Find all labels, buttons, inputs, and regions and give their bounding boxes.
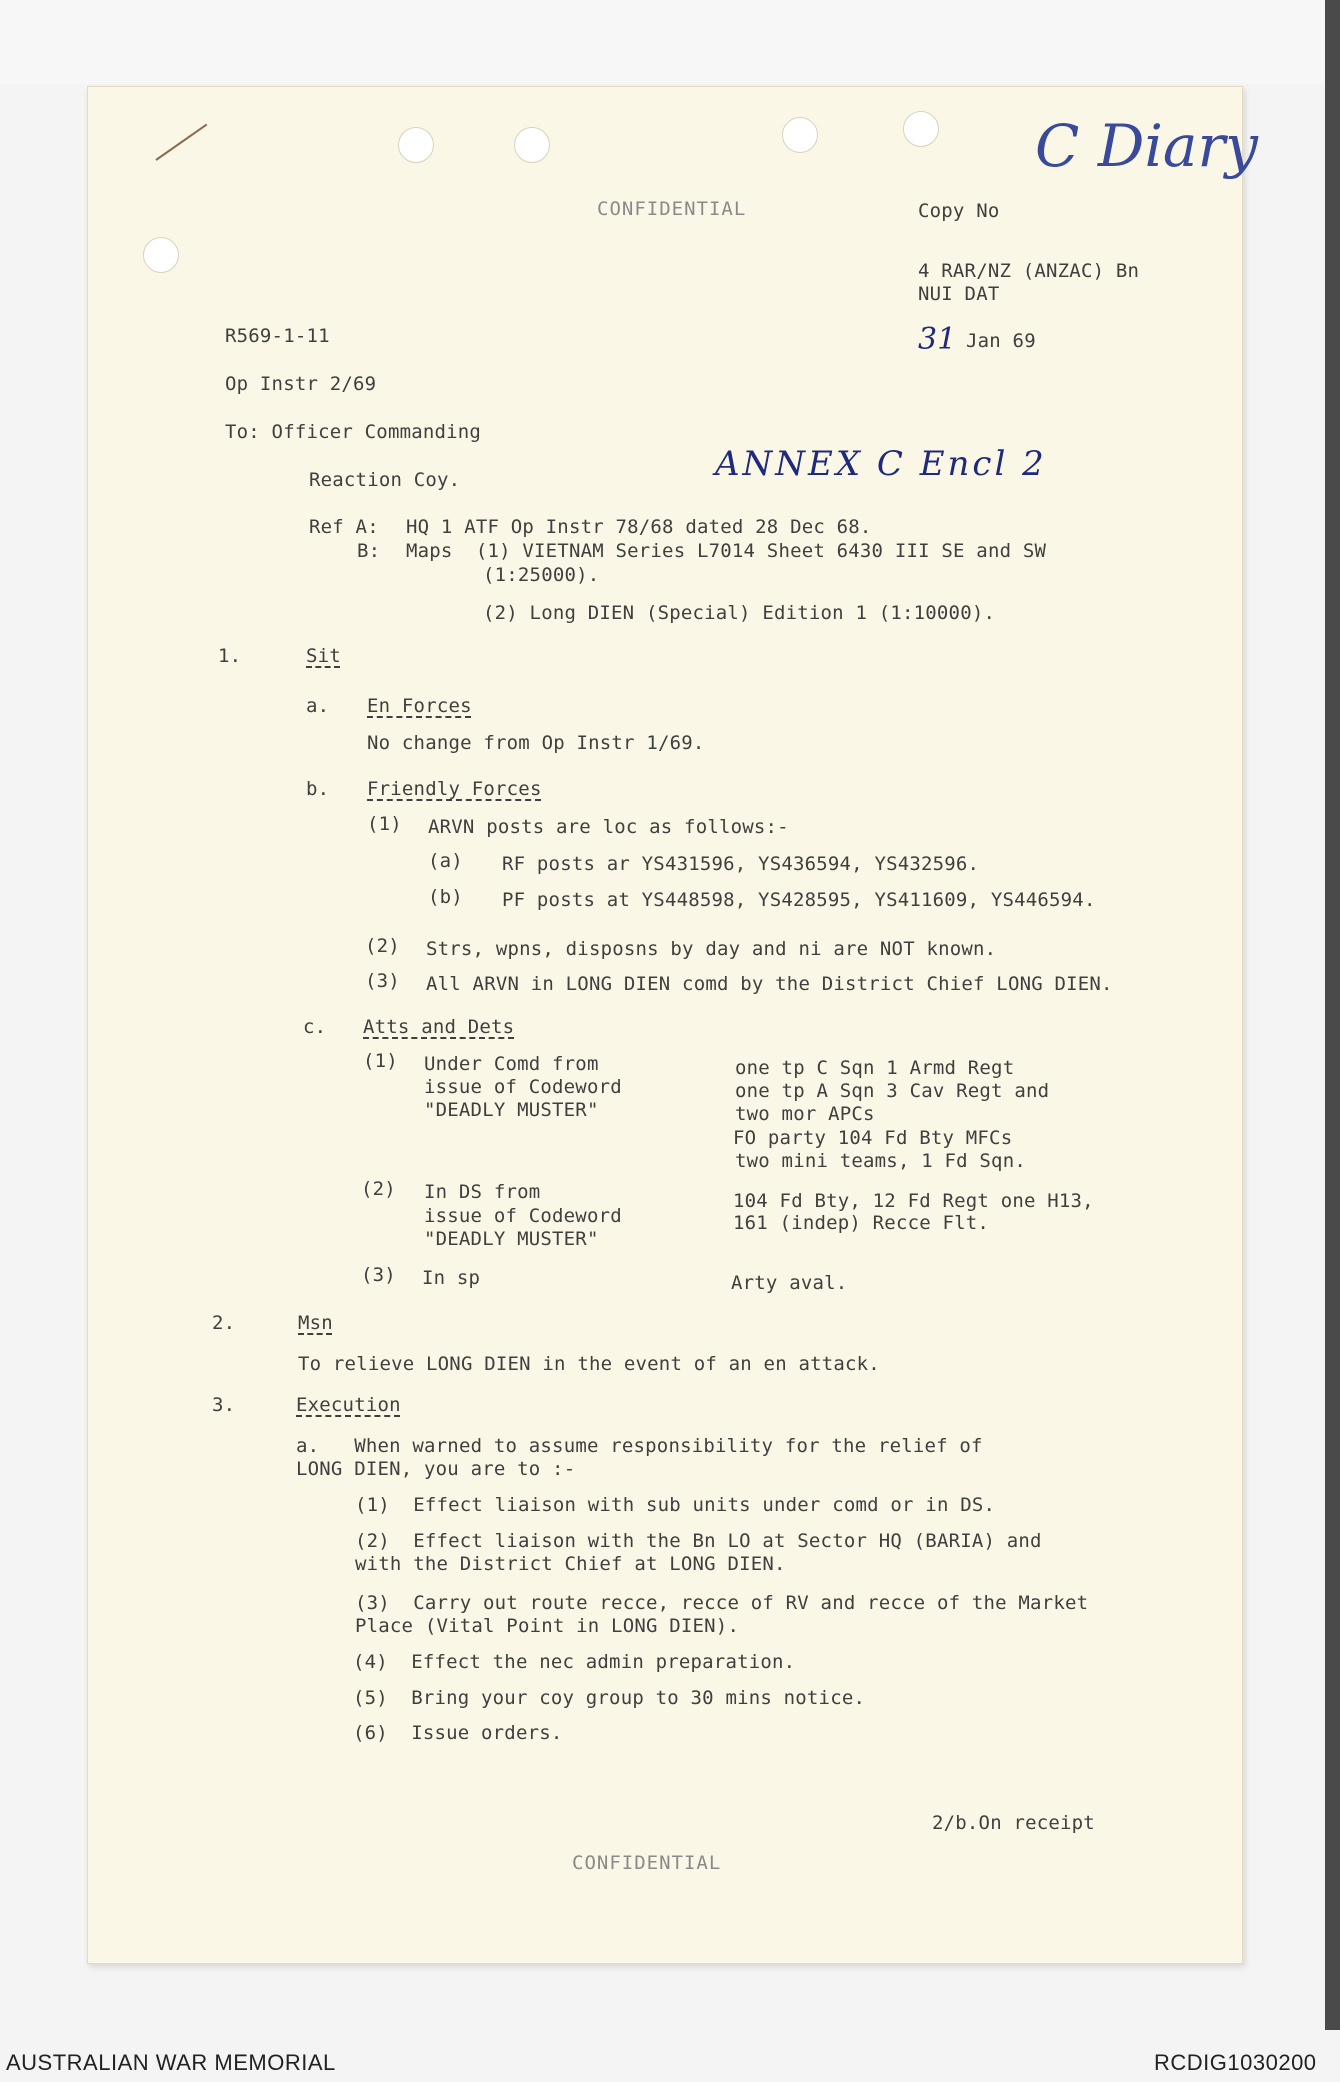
ref-b-text-3: (2) Long DIEN (Special) Edition 1 (1:10000). <box>483 602 996 624</box>
exec-item-cont: Place (Vital Point in LONG DIEN). <box>355 1615 740 1637</box>
copy-number: Copy No <box>918 200 1000 222</box>
exec-item: (4) Effect the nec admin preparation. <box>353 1651 796 1673</box>
para-3-number: 3. <box>212 1394 236 1416</box>
punch-hole <box>903 111 939 147</box>
sub-b-label: b. <box>306 778 330 800</box>
c3-right: Arty aval. <box>731 1272 848 1294</box>
date-month-year: Jan 69 <box>966 330 1036 352</box>
classification-bottom: CONFIDENTIAL <box>572 1852 722 1874</box>
c1-left-line: Under Comd from <box>424 1053 599 1075</box>
punch-hole <box>782 117 818 153</box>
c1-right-line: one tp A Sqn 3 Cav Regt and <box>735 1080 1050 1102</box>
ref-a-label: Ref A: <box>309 516 379 538</box>
b1a-text: RF posts ar YS431596, YS436594, YS432596. <box>502 853 980 875</box>
addressee: To: Officer Commanding <box>225 421 482 443</box>
exec-item: (1) Effect liaison with sub units under comd or in DS. <box>355 1494 996 1516</box>
exec-item: (3) Carry out route recce, recce of RV and recce of the Market <box>355 1592 1089 1614</box>
archive-id: RCDIG1030200 <box>1154 2050 1317 2075</box>
sub-b-heading: Friendly Forces <box>367 778 542 800</box>
c1-right-line: two mini teams, 1 Fd Sqn. <box>735 1150 1026 1172</box>
c3-number: (3) <box>361 1264 396 1286</box>
exec-item: (2) Effect liaison with the Bn LO at Sector HQ (BARIA) and <box>355 1530 1042 1552</box>
c2-left-line: In DS from <box>424 1181 541 1203</box>
ref-b-text-1: Maps (1) VIETNAM Series L7014 Sheet 6430 III SE and SW <box>406 540 1047 562</box>
punch-hole <box>143 237 179 273</box>
c2-right-line: 104 Fd Bty, 12 Fd Regt one H13, <box>733 1190 1094 1212</box>
para-2-text: To relieve LONG DIEN in the event of an en attack. <box>298 1353 880 1375</box>
unit-line-1: 4 RAR/NZ (ANZAC) Bn <box>918 260 1140 282</box>
scan-edge <box>1325 0 1340 2030</box>
exec-a-line-2: LONG DIEN, you are to :- <box>296 1458 576 1480</box>
b3-text: All ARVN in LONG DIEN comd by the District Chief LONG DIEN. <box>426 973 1113 995</box>
handwritten-day: 31 <box>918 322 957 357</box>
para-2-heading: Msn <box>298 1312 333 1334</box>
file-reference: R569-1-11 <box>225 325 330 347</box>
c1-number: (1) <box>363 1050 398 1072</box>
exec-item-cont: with the District Chief at LONG DIEN. <box>355 1553 786 1575</box>
sub-a-text: No change from Op Instr 1/69. <box>367 732 705 754</box>
c2-number: (2) <box>361 1178 396 1200</box>
b2-number: (2) <box>365 935 400 957</box>
exec-item: (5) Bring your coy group to 30 mins notice. <box>353 1687 866 1709</box>
ref-b-text-2: (1:25000). <box>483 564 600 586</box>
exec-item: (6) Issue orders. <box>353 1722 563 1744</box>
b1b-number: (b) <box>428 886 463 908</box>
op-instr-number: Op Instr 2/69 <box>225 373 377 395</box>
c3-left: In sp <box>422 1267 481 1289</box>
sub-a-heading: En Forces <box>367 695 472 717</box>
sub-c-heading: Atts and Dets <box>363 1016 515 1038</box>
handwritten-diary-note: C Diary <box>1035 112 1258 180</box>
b1a-number: (a) <box>428 850 463 872</box>
c2-right-line: 161 (indep) Recce Flt. <box>733 1212 990 1234</box>
c2-left-line: "DEADLY MUSTER" <box>424 1228 599 1250</box>
punch-hole <box>398 127 434 163</box>
para-1-number: 1. <box>218 645 242 667</box>
unit-line-2: NUI DAT <box>918 283 1000 305</box>
addressee-unit: Reaction Coy. <box>309 469 461 491</box>
c1-left-line: issue of Codeword <box>424 1076 622 1098</box>
para-3-heading: Execution <box>296 1394 401 1416</box>
exec-a-line-1: a. When warned to assume responsibility for the relief of <box>296 1435 983 1457</box>
ref-a-text: HQ 1 ATF Op Instr 78/68 dated 28 Dec 68. <box>406 516 872 538</box>
c1-right-line: two mor APCs <box>735 1103 875 1125</box>
classification-top: CONFIDENTIAL <box>597 198 747 220</box>
b1b-text: PF posts at YS448598, YS428595, YS411609, YS446594. <box>502 889 1096 911</box>
para-2-number: 2. <box>212 1312 236 1334</box>
para-1-heading: Sit <box>306 645 341 667</box>
archive-credit: AUSTRALIAN WAR MEMORIAL <box>6 2050 336 2075</box>
c1-right-line: one tp C Sqn 1 Armd Regt <box>735 1057 1015 1079</box>
b3-number: (3) <box>365 970 400 992</box>
punch-hole <box>514 127 550 163</box>
sub-c-label: c. <box>303 1016 327 1038</box>
document-page <box>87 86 1243 1964</box>
ref-b-label: B: <box>357 540 381 562</box>
pen-mark <box>155 124 207 161</box>
sub-a-label: a. <box>306 695 330 717</box>
continuation-note: 2/b.On receipt <box>932 1812 1095 1834</box>
b2-text: Strs, wpns, disposns by day and ni are NOT known. <box>426 938 997 960</box>
handwritten-annex-note: ANNEX C Encl 2 <box>715 444 1047 484</box>
c1-right-line: FO party 104 Fd Bty MFCs <box>733 1127 1013 1149</box>
scan-background <box>0 0 1340 84</box>
c1-left-line: "DEADLY MUSTER" <box>424 1099 599 1121</box>
c2-left-line: issue of Codeword <box>424 1205 622 1227</box>
b1-number: (1) <box>367 813 402 835</box>
b1-text: ARVN posts are loc as follows:- <box>428 816 789 838</box>
